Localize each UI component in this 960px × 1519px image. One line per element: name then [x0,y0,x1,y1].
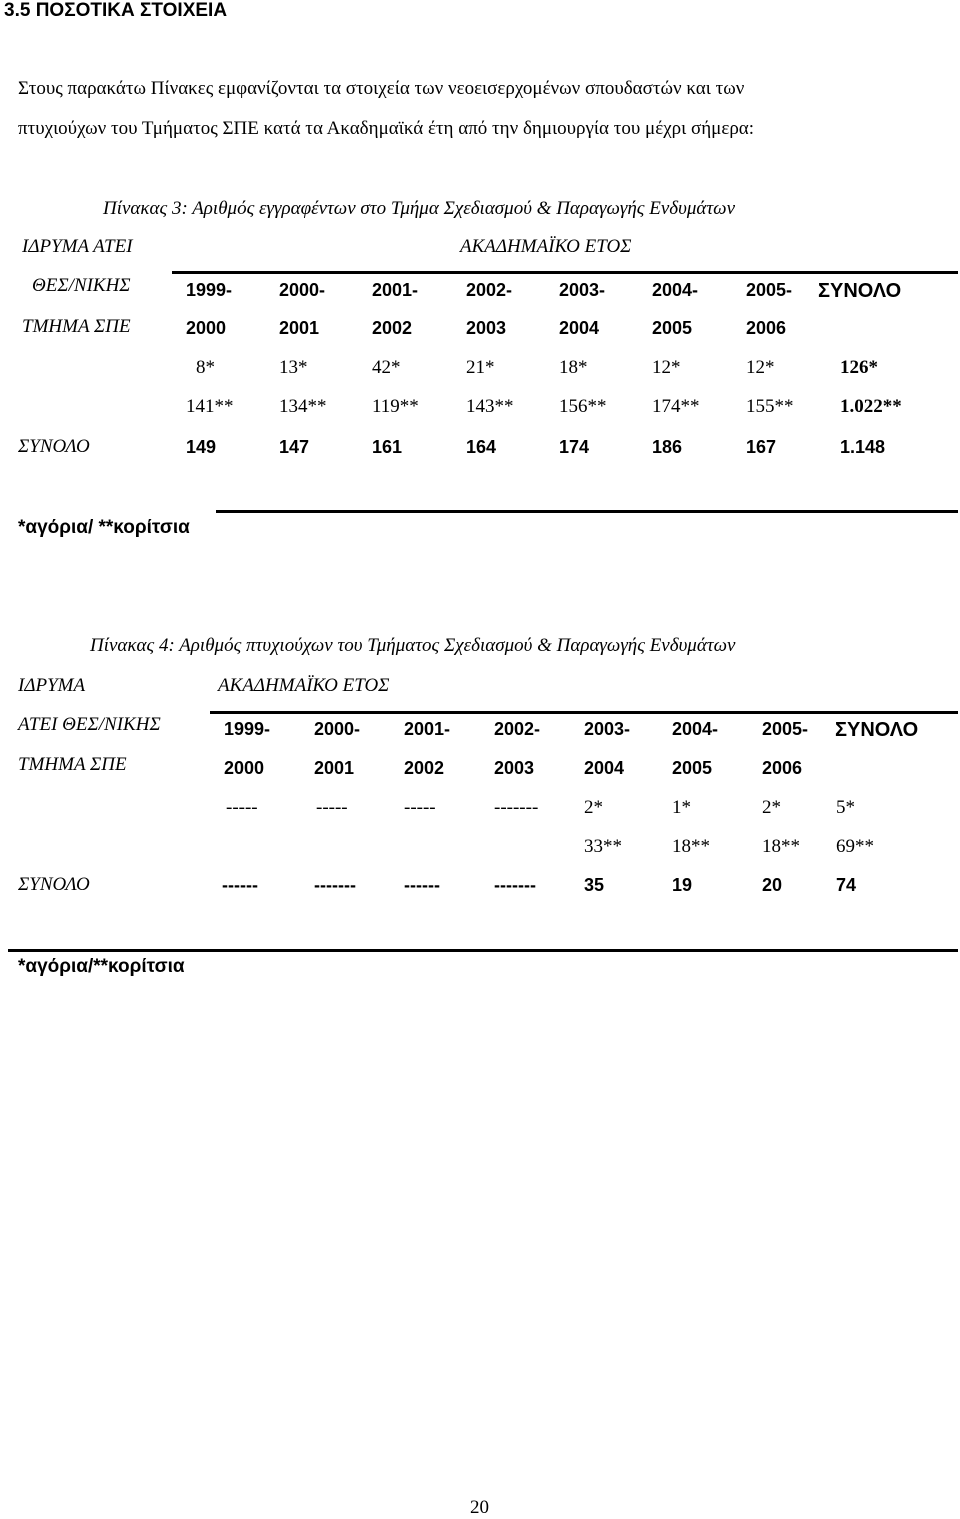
table3-total-cell-5: 186 [652,437,683,457]
table3-total-cell-1: 147 [279,437,310,457]
table4-year-start-cell-2: 2001- [404,719,451,739]
table3-boys-cell-7: 126* [840,357,878,378]
table3-total-cell-3: 164 [466,437,497,457]
table3-boys-cell-1: 13* [279,357,308,378]
table3-year-end-cell-4: 2004 [559,318,600,338]
table4-label-city: ΑΤΕΙ ΘΕΣ/ΝΙΚΗΣ [18,714,161,735]
table4-total-cell-1: ------- [314,875,356,895]
table4-boys-cell-0: ----- [226,797,258,818]
table3-footnote: *αγόρια/ **κορίτσια [18,517,190,538]
table3-girls-cell-4: 156** [559,396,607,417]
table3-total-cell-6: 167 [746,437,777,457]
table4-total-cell-0: ------ [222,875,258,895]
table4-year-end-cell-4: 2004 [584,758,625,778]
section-title: 3.5 ΠΟΣΟΤΙΚΑ ΣΤΟΙΧΕΙΑ [4,0,228,21]
table3-total-cell-2: 161 [372,437,403,457]
table3-year-start-cell-2: 2001- [372,280,419,300]
table3-girls-cell-5: 174** [652,396,700,417]
table3-girls-cell-0: 141** [186,396,234,417]
table3-year-start-cell-1: 2000- [279,280,326,300]
page-number: 20 [470,1497,489,1518]
table3-year-end-cell-1: 2001 [279,318,320,338]
table3-year-end-cell-2: 2002 [372,318,413,338]
intro-line-2: πτυχιούχων του Τμήματος ΣΠΕ κατά τα Ακαδημαϊκά έτη από την δημιουργία του μέχρι σήμερα: [18,118,755,139]
table4-total-cell-4: 35 [584,875,605,895]
table4-year-end-cell-2: 2002 [404,758,445,778]
table4-girls-cell-4: 33** [584,836,622,857]
table3-year-end-cell-6: 2006 [746,318,787,338]
table3-total-cell-7: 1.148 [840,437,886,457]
table3-girls-cell-7: 1.022** [840,396,902,417]
table3-label-academic-year: ΑΚΑΔΗΜΑΪΚΟ ΕΤΟΣ [460,236,632,257]
table3-year-end-cell-3: 2003 [466,318,507,338]
table3-girls-cell-2: 119** [372,396,419,417]
table3-boys-cell-0: 8* [196,357,215,378]
table4-total-cell-6: 20 [762,875,783,895]
table3-year-start-cell-4: 2003- [559,280,606,300]
table4-year-start-cell-3: 2002- [494,719,541,739]
table3-total-cell-0: 149 [186,437,217,457]
table4-year-end-cell-0: 2000 [224,758,265,778]
table4-boys-cell-4: 2* [584,797,603,818]
table3-boys-cell-6: 12* [746,357,775,378]
table3-top-rule [172,271,958,274]
table4-total-header: ΣΥΝΟΛΟ [835,719,919,741]
table4-label-institution: ΙΔΡΥΜΑ [18,675,86,696]
table3-year-end-cell-5: 2005 [652,318,693,338]
table4-boys-cell-3: ------- [494,797,539,818]
table3-label-dept: ΤΜΗΜΑ ΣΠΕ [22,316,131,337]
table3-boys-cell-4: 18* [559,357,588,378]
table4-footnote: *αγόρια/**κορίτσια [18,956,185,977]
table4-boys-cell-2: ----- [404,797,436,818]
table4-boys-cell-6: 2* [762,797,781,818]
table3-year-start-cell-3: 2002- [466,280,513,300]
table3-caption: Πίνακας 3: Αριθμός εγγραφέντων στο Τμήμα Σχεδιασμού & Παραγωγής Ενδυμάτων [103,198,736,219]
table4-total-cell-2: ------ [404,875,440,895]
table3-total-header: ΣΥΝΟΛΟ [818,280,902,302]
table3-boys-cell-5: 12* [652,357,681,378]
table3-label-institution: ΙΔΡΥΜΑ ΑΤΕΙ [22,236,133,257]
table3-label-city: ΘΕΣ/ΝΙΚΗΣ [32,275,131,296]
table4-bottom-rule [8,949,958,952]
table4-year-end-cell-5: 2005 [672,758,713,778]
table4-total-label: ΣΥΝΟΛΟ [18,874,90,895]
table4-girls-cell-6: 18** [762,836,800,857]
intro-line-1: Στους παρακάτω Πίνακες εμφανίζονται τα στοιχεία των νεοεισερχομένων σπουδαστών και των [18,78,745,99]
table4-total-cell-3: ------- [494,875,536,895]
table3-bottom-rule [216,510,958,513]
table4-label-dept: ΤΜΗΜΑ ΣΠΕ [18,754,127,775]
table4-boys-cell-5: 1* [672,797,691,818]
table4-girls-cell-7: 69** [836,836,874,857]
table3-year-start-cell-6: 2005- [746,280,793,300]
table4-year-end-cell-6: 2006 [762,758,803,778]
table3-girls-cell-1: 134** [279,396,327,417]
table4-girls-cell-5: 18** [672,836,710,857]
table3-year-start-cell-5: 2004- [652,280,699,300]
table3-year-start-cell-0: 1999- [186,280,233,300]
table3-boys-cell-2: 42* [372,357,401,378]
table4-top-rule [210,711,958,714]
table4-total-cell-7: 74 [836,875,857,895]
table4-year-start-cell-5: 2004- [672,719,719,739]
table4-year-start-cell-1: 2000- [314,719,361,739]
table4-boys-cell-1: ----- [316,797,348,818]
table3-boys-cell-3: 21* [466,357,495,378]
table4-year-end-cell-3: 2003 [494,758,535,778]
table4-caption: Πίνακας 4: Αριθμός πτυχιούχων του Τμήματος Σχεδιασμού & Παραγωγής Ενδυμάτων [90,635,736,656]
table3-girls-cell-3: 143** [466,396,514,417]
table4-total-cell-5: 19 [672,875,693,895]
table4-label-academic-year: ΑΚΑΔΗΜΑΪΚΟ ΕΤΟΣ [218,675,390,696]
table4-year-end-cell-1: 2001 [314,758,355,778]
table3-total-cell-4: 174 [559,437,590,457]
table3-year-end-cell-0: 2000 [186,318,227,338]
table4-year-start-cell-4: 2003- [584,719,631,739]
table3-girls-cell-6: 155** [746,396,794,417]
table4-year-start-cell-6: 2005- [762,719,809,739]
table4-year-start-cell-0: 1999- [224,719,271,739]
table3-total-label: ΣΥΝΟΛΟ [18,436,90,457]
table4-boys-cell-7: 5* [836,797,855,818]
